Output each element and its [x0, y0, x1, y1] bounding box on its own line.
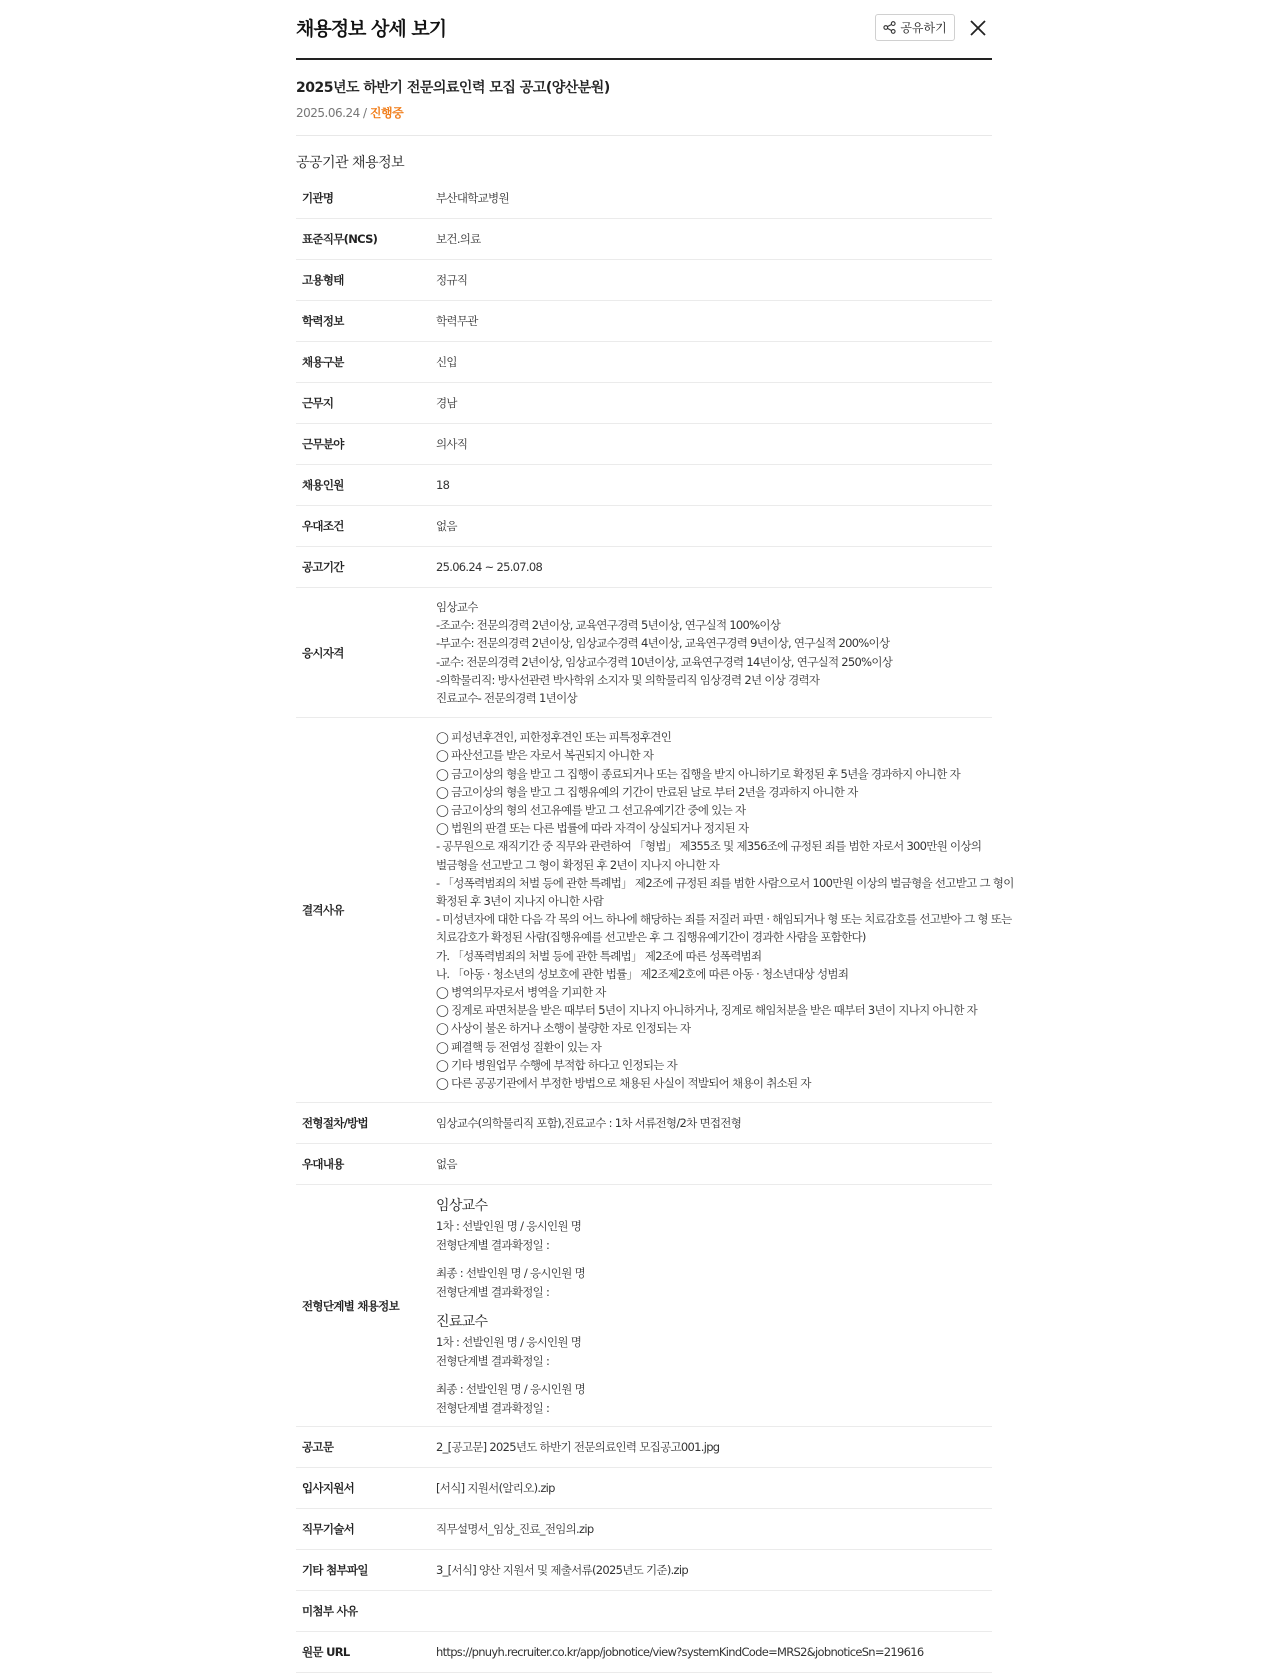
text-line: -부교수: 전문의경력 2년이상, 임상교수경력 4년이상, 교육연구경력 9년이상, 연구실적 200%이상	[436, 636, 890, 651]
table-row	[296, 506, 992, 547]
row-value: 임상교수(의학물리직 포함),진료교수 : 1차 서류전형/2차 면접전형	[436, 1103, 992, 1144]
stage-line: 최종 : 선발인원 명 / 응시인원 명	[436, 1266, 585, 1281]
panel-title: 채용정보 상세 보기	[296, 18, 447, 40]
text-line: 치료감호가 확정된 사람(집행유예를 선고받은 후 그 집행유예기간이 경과한 사람을 포함한다)	[436, 930, 866, 945]
row-label: 채용인원	[296, 465, 436, 506]
text-line: ◯ 병역의무자로서 병역을 기피한 자	[436, 985, 606, 1000]
table-row	[296, 1185, 992, 1427]
stage-line: 최종 : 선발인원 명 / 응시인원 명	[436, 1382, 585, 1397]
share-label: 공유하기	[900, 21, 947, 35]
row-label: 응시자격	[296, 588, 436, 718]
row-label: 기관명	[296, 178, 436, 219]
row-label: 채용구분	[296, 342, 436, 383]
row-label: 공고기간	[296, 547, 436, 588]
status-badge: 진행중	[369, 106, 404, 120]
text-line: - 「성폭력범죄의 처벌 등에 관한 특례법」 제2조에 규정된 죄를 범한 사람으로서 100만원 이상의 벌금형을 선고받고 그 형이	[436, 875, 1014, 890]
table-row	[296, 1632, 992, 1673]
table-row	[296, 1468, 992, 1509]
row-label: 우대내용	[296, 1144, 436, 1185]
text-line: ◯ 사상이 불온 하거나 소행이 불량한 자로 인정되는 자	[436, 1021, 691, 1036]
row-value: 없음	[436, 506, 992, 547]
row-value: 학력무관	[436, 301, 992, 342]
table-row	[296, 547, 992, 588]
stage-heading: 진료교수	[436, 1314, 488, 1331]
row-value: 정규직	[436, 260, 992, 301]
row-label: 근무분야	[296, 424, 436, 465]
table-row	[296, 342, 992, 383]
job-info-table	[296, 178, 1014, 1673]
text-line: 진료교수- 전문의경력 1년이상	[436, 691, 577, 706]
text-line: 가. 「성폭력범죄의 처벌 등에 관한 특례법」 제2조에 따른 성폭력범죄	[436, 948, 762, 963]
spacer	[436, 1301, 992, 1311]
text-line: 벌금형을 선고받고 그 형이 확정된 후 2년이 지나지 아니한 자	[436, 857, 720, 872]
row-value: 25.06.24 ~ 25.07.08	[436, 547, 992, 588]
row-value: 경남	[436, 383, 992, 424]
text-line: 나. 「아동 · 청소년의 성보호에 관한 법률」 제2조제2호에 따른 아동 · 청소년대상 성범죄	[436, 966, 849, 981]
table-row	[296, 465, 992, 506]
text-line: ◯ 금고이상의 형을 받고 그 집행유예의 기간이 만료된 날로 부터 2년을 경과하지 아니한 자	[436, 784, 858, 799]
text-line: ◯ 다른 공공기관에서 부정한 방법으로 채용된 사실이 적발되어 채용이 취소된 자	[436, 1076, 811, 1091]
qualification-text	[436, 588, 992, 718]
row-label: 원문 URL	[296, 1632, 436, 1673]
text-line: ◯ 징계로 파면처분을 받은 때부터 5년이 지나지 아니하거나, 징계로 해임처분을 받은 때부터 3년이 지나지 아니한 자	[436, 1003, 978, 1018]
row-label: 학력정보	[296, 301, 436, 342]
meta-separator: /	[359, 106, 370, 120]
job-detail-panel	[296, 0, 1014, 1673]
table-row	[296, 588, 992, 718]
spacer	[436, 1370, 992, 1380]
text-line: ◯ 피성년후견인, 피한정후견인 또는 피특정후견인	[436, 730, 672, 745]
post-date: 2025.06.24	[296, 106, 360, 120]
text-line: -조교수: 전문의경력 2년이상, 교육연구경력 5년이상, 연구실적 100%이상	[436, 618, 781, 633]
row-value: 없음	[436, 1144, 992, 1185]
table-row	[296, 383, 992, 424]
table-row	[296, 424, 992, 465]
share-icon	[883, 21, 896, 34]
row-value: 신입	[436, 342, 992, 383]
post-title: 2025년도 하반기 전문의료인력 모집 공고(양산분원)	[296, 80, 610, 96]
table-row	[296, 1550, 992, 1591]
attachment-link[interactable]: 3_[서식] 양산 지원서 및 제출서류(2025년도 기준).zip	[436, 1550, 992, 1591]
text-line: 확정된 후 3년이 지나지 아니한 사람	[436, 894, 604, 909]
text-line: ◯ 금고이상의 형을 받고 그 집행이 종료되거나 또는 집행을 받지 아니하기로 확정된 후 5년을 경과하지 아니한 자	[436, 766, 961, 781]
stage-line: 전형단계별 결과확정일 :	[436, 1353, 550, 1368]
row-value: 부산대학교병원	[436, 178, 992, 219]
stage-heading: 임상교수	[436, 1198, 488, 1215]
stage-info	[436, 1185, 992, 1427]
table-row	[296, 1509, 992, 1550]
text-line: - 공무원으로 재직기간 중 직무와 관련하여 「형법」 제355조 및 제356조에 규정된 죄를 범한 자로서 300만원 이상의	[436, 839, 982, 854]
table-row	[296, 718, 992, 1103]
row-value: 보건.의료	[436, 219, 992, 260]
text-line: ◯ 금고이상의 형의 선고유예를 받고 그 선고유예기간 중에 있는 자	[436, 803, 746, 818]
text-line: ◯ 폐결핵 등 전염성 질환이 있는 자	[436, 1039, 602, 1054]
stage-line: 전형단계별 결과확정일 :	[436, 1237, 550, 1252]
share-button[interactable]	[875, 14, 955, 41]
section-title: 공공기관 채용정보	[296, 155, 405, 171]
attachment-link[interactable]: 2_[공고문] 2025년도 하반기 전문의료인력 모집공고001.jpg	[436, 1427, 992, 1468]
stage-line: 전형단계별 결과확정일 :	[436, 1284, 550, 1299]
row-value: 의사직	[436, 424, 992, 465]
stage-line: 1차 : 선발인원 명 / 응시인원 명	[436, 1335, 582, 1350]
row-label: 직무기술서	[296, 1509, 436, 1550]
table-row	[296, 219, 992, 260]
attachment-link[interactable]: 직무설명서_임상_진료_전임의.zip	[436, 1509, 992, 1550]
text-line: ◯ 법원의 판결 또는 다른 법률에 따라 자격이 상실되거나 정지된 자	[436, 821, 749, 836]
row-label: 공고문	[296, 1427, 436, 1468]
table-row	[296, 1427, 992, 1468]
text-line: -의학물리직: 방사선관련 박사학위 소지자 및 의학물리직 임상경력 2년 이상 경력자	[436, 672, 820, 687]
table-row	[296, 178, 992, 219]
table-row	[296, 301, 992, 342]
close-icon[interactable]	[966, 16, 990, 40]
disqualification-text	[436, 718, 1014, 1103]
panel-header	[296, 0, 992, 60]
text-line: ◯ 기타 병원업무 수행에 부적합 하다고 인정되는 자	[436, 1057, 678, 1072]
row-label: 전형절차/방법	[296, 1103, 436, 1144]
text-line: ◯ 파산선고를 받은 자로서 복권되지 아니한 자	[436, 748, 654, 763]
text-line: -교수: 전문의경력 2년이상, 임상교수경력 10년이상, 교육연구경력 14년이상, 연구실적 250%이상	[436, 654, 893, 669]
row-label: 결격사유	[296, 718, 436, 1103]
row-label: 근무지	[296, 383, 436, 424]
text-line: - 미성년자에 대한 다음 각 목의 어느 하나에 해당하는 죄를 저질러 파면 · 해임되거나 형 또는 치료감호를 선고받아 그 형 또는	[436, 912, 1012, 927]
table-row	[296, 1103, 992, 1144]
row-label: 전형단계별 채용정보	[296, 1185, 436, 1427]
stage-line: 전형단계별 결과확정일 :	[436, 1400, 550, 1415]
source-url-link[interactable]: https://pnuyh.recruiter.co.kr/app/jobnotice/view?systemKindCode=MRS2&jobnoticeSn=219616	[436, 1632, 992, 1673]
post-title-block	[296, 60, 992, 136]
row-label: 입사지원서	[296, 1468, 436, 1509]
row-value	[436, 1591, 992, 1632]
row-value: 18	[436, 465, 992, 506]
table-row	[296, 1591, 992, 1632]
spacer	[436, 1254, 992, 1264]
post-meta	[296, 104, 403, 121]
row-label: 미첨부 사유	[296, 1591, 436, 1632]
row-label: 고용형태	[296, 260, 436, 301]
row-label: 기타 첨부파일	[296, 1550, 436, 1591]
row-label: 표준직무(NCS)	[296, 219, 436, 260]
table-row	[296, 1144, 992, 1185]
text-line: 임상교수	[436, 600, 478, 614]
stage-line: 1차 : 선발인원 명 / 응시인원 명	[436, 1219, 582, 1234]
row-label: 우대조건	[296, 506, 436, 547]
attachment-link[interactable]: [서식] 지원서(알리오).zip	[436, 1468, 992, 1509]
table-row	[296, 260, 992, 301]
